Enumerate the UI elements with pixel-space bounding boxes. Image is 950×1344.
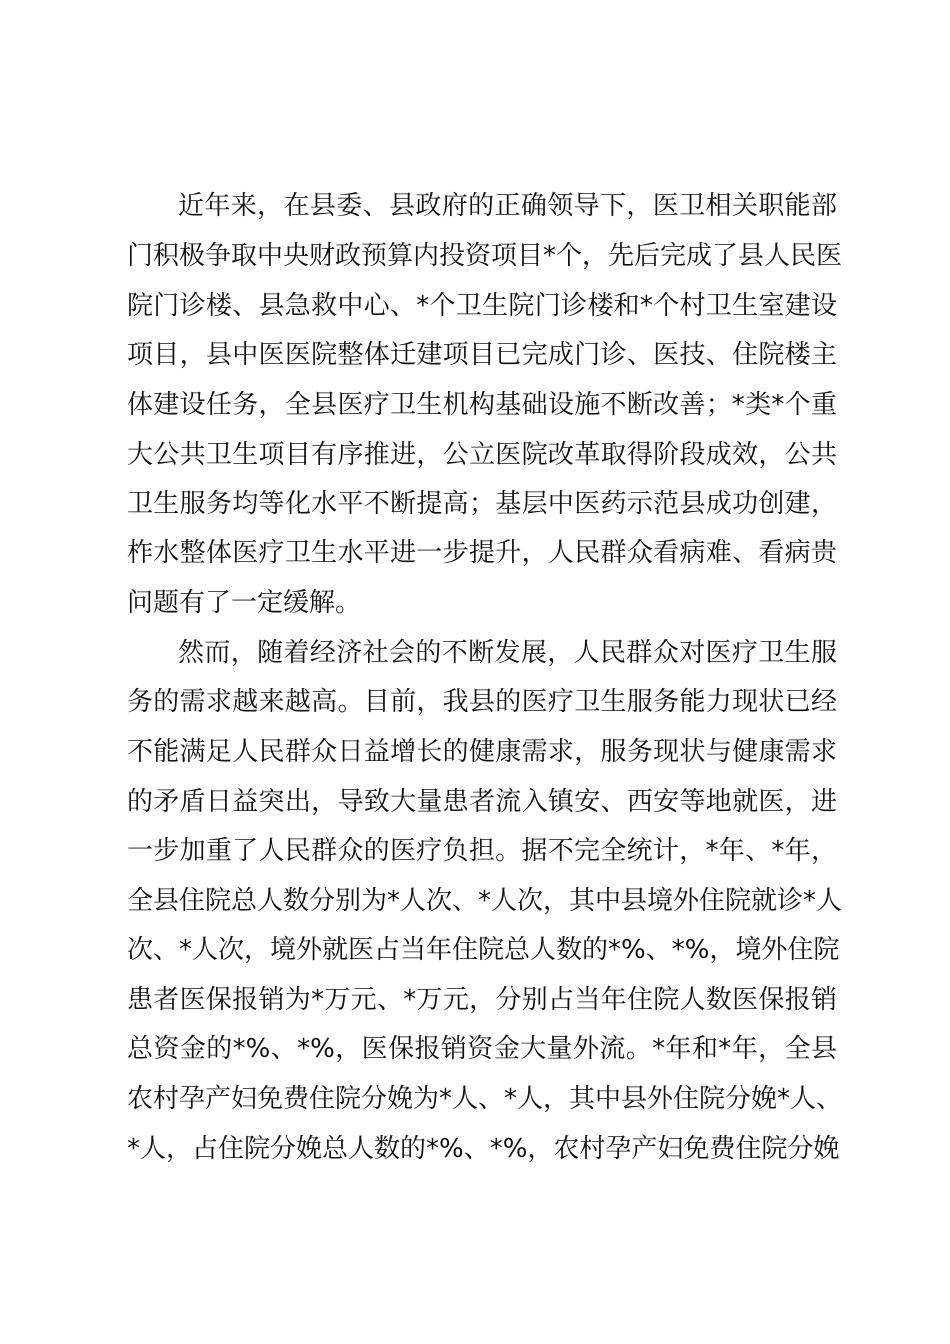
paragraph-2-line-1: 然而，随着经济社会的不断发展，人民群众对医疗卫生服 <box>178 638 837 668</box>
paragraph-2-line-10: 农村孕产妇免费住院分娩为*人、*人，其中县外住院分娩*人、 <box>127 1084 843 1114</box>
paragraph-1-line-4: 项目，县中医医院整体迁建项目已完成门诊、医技、住院楼主 <box>127 340 837 370</box>
paragraph-1-line-9: 问题有了一定缓解。 <box>127 588 362 618</box>
paragraph-1-line-2: 门积极争取中央财政预算内投资项目*个，先后完成了县人民医 <box>127 241 843 271</box>
paragraph-2-line-2: 务的需求越来越高。目前，我县的医疗卫生服务能力现状已经 <box>127 687 837 717</box>
paragraph-1-line-3: 院门诊楼、县急救中心、*个卫生院门诊楼和*个村卫生室建设 <box>127 291 837 321</box>
paragraph-2-line-7: 次、*人次，境外就医占当年住院总人数的*%、*%，境外住院 <box>127 935 840 965</box>
paragraph-2-line-8: 患者医保报销为*万元、*万元，分别占当年住院人数医保报销 <box>127 985 837 1015</box>
paragraph-1-line-5: 体建设任务，全县医疗卫生机构基础设施不断改善；*类*个重 <box>127 390 837 420</box>
paragraph-2-line-4: 的矛盾日益突出，导致大量患者流入镇安、西安等地就医，进 <box>127 787 837 817</box>
paragraph-2-line-3: 不能满足人民群众日益增长的健康需求，服务现状与健康需求 <box>127 737 837 767</box>
paragraph-2-line-6: 全县住院总人数分别为*人次、*人次，其中县境外住院就诊*人 <box>127 886 843 916</box>
paragraph-1-line-7: 卫生服务均等化水平不断提高；基层中医药示范县成功创建， <box>127 489 837 519</box>
paragraph-1-line-1: 近年来，在县委、县政府的正确领导下，医卫相关职能部 <box>178 191 837 221</box>
paragraph-2-line-9: 总资金的*%、*%，医保报销资金大量外流。*年和*年，全县 <box>127 1034 837 1064</box>
paragraph-1-line-8: 柞水整体医疗卫生水平进一步提升，人民群众看病难、看病贵 <box>127 538 837 568</box>
paragraph-2-line-5: 一步加重了人民群众的医疗负担。据不完全统计，*年、*年， <box>127 836 837 866</box>
paragraph-1-line-6: 大公共卫生项目有序推进，公立医院改革取得阶段成效，公共 <box>127 440 837 470</box>
paragraph-2-line-11: *人，占住院分娩总人数的*%、*%，农村孕产妇免费住院分娩 <box>127 1134 840 1164</box>
